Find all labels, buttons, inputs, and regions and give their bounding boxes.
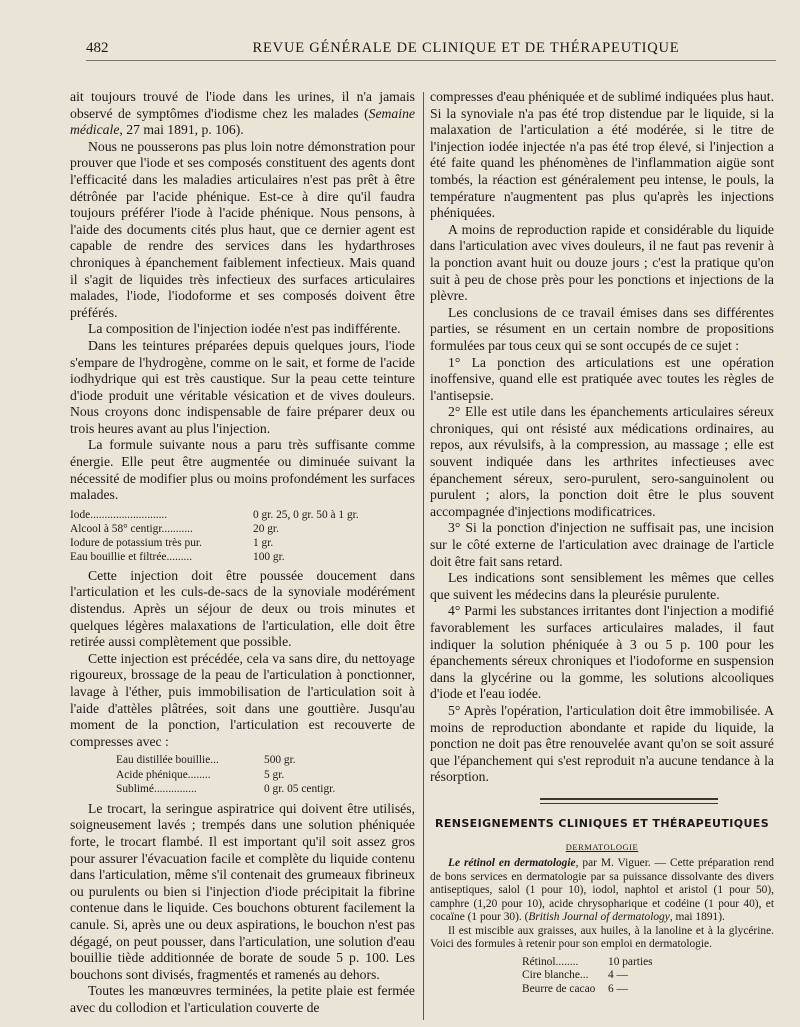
running-head: REVUE GÉNÉRALE DE CLINIQUE ET DE THÉRAPEUTIQUE	[252, 40, 680, 56]
retinol-formula	[522, 956, 774, 997]
left-column	[70, 89, 415, 1017]
paragraph: ait toujours trouvé de l'iode dans les urines, il n'a jamais observé de symptômes d'iodisme chez les malades (Semaine médicale, 27 mai 1891, p. 106).	[70, 89, 415, 138]
paragraph: Cette injection est précédée, cela va sans dire, du nettoyage rigoureux, brossage de la peau de l'articulation à ponctionner, lavage à l'éther, puis immobilisation de l'articulation soit à l'aide d'attèles plâtrées, soit dans une gouttière. Jusqu'au moment de la ponction, l'articulation est recouverte de compresses avec :	[70, 650, 415, 749]
paragraph: A moins de reproduction rapide et considérable du liquide dans l'articulation avec vives douleurs, il ne faut pas revenir à la ponction avant huit ou douze jours ; c'est la pratique qu'on suit à peu de chose près pour les ponctions et injections de la plèvre.	[430, 221, 774, 304]
article-title: Le rétinol en dermatologie	[448, 857, 576, 870]
section-rule	[540, 798, 718, 804]
compress-formula	[116, 753, 415, 797]
column-divider	[423, 92, 424, 1020]
formula-row: Iode........................... 0 gr. 25, 0 gr. 50 à 1 gr.	[70, 508, 359, 521]
paragraph: Toutes les manœuvres terminées, la petite plaie est fermée avec du collodion et l'articulation couverte de	[70, 983, 415, 1015]
paragraph: 5° Après l'opération, l'articulation doit être immobilisée. A moins de reproduction abondante et rapide du liquide, la ponction ne doit pas être renouvelée avant qu'on se soit assuré que l'épanchement qui s'est reproduit n'a aucune tendance à la résorption.	[430, 702, 774, 785]
paragraph: La composition de l'injection iodée n'est pas indifférente.	[88, 321, 401, 337]
paragraph: Les conclusions de ce travail émises dans ses différentes parties, se résument en un certain nombre de propositions formulées par tous ceux qui se sont occupés de ce sujet :	[430, 304, 774, 353]
citation: British Journal of dermatology	[528, 911, 670, 924]
formula-row: Acide phénique........ 5 gr.	[116, 768, 285, 781]
formula-row: Cire blanche... 4 —	[522, 969, 628, 982]
paragraph: Les indications sont sensiblement les mêmes que celles que suivent les médecins dans la pleurésie purulente.	[430, 570, 774, 602]
section-title: RENSEIGNEMENTS CLINIQUES ET THÉRAPEUTIQUES	[434, 816, 770, 830]
paragraph: 1° La ponction des articulations est une opération inoffensive, quand elle est pratiquée avec toutes les règles de l'antisepsie.	[430, 354, 774, 403]
subsection-heading: DERMATOLOGIE	[565, 841, 639, 852]
formula-row: Sublimé............... 0 gr. 05 centigr.	[116, 783, 336, 796]
paragraph: compresses d'eau phéniquée et de sublimé indiquées plus haut. Si la synoviale n'a pas été trop distendue par le liquide, si la malaxation de l'articulation a été modérée, si le titre de l'injection iodée injectée n'a pas été trop élevé, si l'injection a été faite quand les phénomènes de l'inflammation aigüe sont tombés, la réaction est généralement peu intense, le pouls, la température n'augmentent pas plus qu'après les injections phéniquées.	[430, 89, 774, 221]
paragraph: La formule suivante nous a paru très suffisante comme énergie. Elle peut être augmentée ou diminuée suivant la nécessité de modifier plus ou moins profondément les surfaces malades.	[70, 437, 415, 503]
page-header	[86, 36, 776, 61]
article	[430, 857, 774, 996]
paragraph: 4° Parmi les substances irritantes dont l'injection a modifié favorablement les surfaces articulaires malades, il faut indiquer la solution phéniquée à 3 ou 5 p. 100 pour les épanchements séreux chroniques et l'iodoforme en suspension dans la glycérine ou la gomme, les solutions alcooliques d'iode et l'eau iodée.	[430, 603, 774, 702]
article-paragraph: Il est miscible aux graisses, aux huiles, à la lanoline et à la glycérine. Voici des formules à retenir pour son emploi en dermatologie.	[430, 924, 774, 951]
paragraph: Nous ne pousserons pas plus loin notre démonstration pour prouver que l'iode et ses composés constituent des agents dont l'efficacité dans les maladies articulaires n'est pas prêt à être détrônée par l'acide phénique. Est-ce à dire qu'il faudra toujours préférer l'iode à l'acide phénique. Nous pensons, à l'aide des documents cités plus haut, que ce dernier agent est capable de rendre des services dans les hydarthroses chroniques à épanchement faiblement infectieux. Mais quand il s'agit de liquides très infectieux des surfaces articulaires malades, l'iode, l'iodoforme et ses composés doivent être préférés.	[70, 138, 415, 320]
paragraph: Dans les teintures préparées depuis quelques jours, l'iode s'empare de l'hydrogène, comme on le sait, et forme de l'acide iodhydrique qui est très caustique. Sur la peau cette teinture d'iode produit une véritable vésication et de vives douleurs. Nous croyons donc indispensable de faire préparer deux ou trois heures avant au plus l'injection.	[70, 337, 415, 436]
iodine-injection-formula	[70, 508, 415, 564]
paragraph: 2° Elle est utile dans les épanchements articulaires séreux chroniques, qui ont résisté aux médications ordinaires, au repos, aux révulsifs, à la compression, au massage ; elle est souvent indiquée dans les arthrites infectieuses avec épanchement séreux, sero-purulent, sero-sanguinolent ou purulent ; alors, la ponction doit être le plus souvent accompagnée d'injections modificatrices.	[430, 404, 774, 519]
paragraph: Le trocart, la seringue aspiratrice qui doivent être utilisés, soigneusement lavés ; trempés dans une solution phéniquée forte, le trocart flambé. Il est important qu'il soit assez gros pour assurer l'évacuation facile et complète du liquide contenu dans l'articulation, même s'il contenait des grumeaux fibrineux ou purulents ou bien si l'injection d'iode précipitait la fibrine contenue dans le liquide. Ces bouchons obturent facilement la canule. Si, après une ou deux aspirations, le bouchon n'est pas dégagé, on peut pousser, dans l'articulation, une solution d'eau bouillie tiède additionnée de borate de soude 5 p. 100. Les bouchons sont divisés, fragmentés et ramenés au dehors.	[70, 800, 415, 982]
formula-row: Iodure de potassium très pur. 1 gr.	[70, 536, 274, 549]
formula-row: Alcool à 58° centigr........... 20 gr.	[70, 522, 279, 535]
formula-row: Beurre de cacao 6 —	[522, 982, 628, 995]
formula-row: Rétinol........ 10 parties	[522, 955, 653, 968]
formula-row: Eau bouillie et filtrée......... 100 gr.	[70, 550, 285, 563]
paragraph: 3° Si la ponction d'injection ne suffisait pas, une incision sur le côté externe de l'articulation avec drainage de l'article doit être fait sans retard.	[430, 520, 774, 569]
formula-row: Eau distillée bouillie... 500 gr.	[116, 754, 296, 767]
paragraph: Cette injection doit être poussée doucement dans l'articulation et les culs-de-sacs de la synoviale modérément distendus. Après un séjour de deux ou trois minutes et quelques légères malaxations de l'articulation, elle doit être retirée aussi complètement que possible.	[70, 567, 415, 650]
article-paragraph: Le rétinol en dermatologie, par M. Viguer. — Cette préparation rend de bons services en dermatologie par sa puissance dissolvante des divers antiseptiques, salol (1 pour 10), iodol, naphtol et aristol (1 pour 50), camphre (1,20 pour 10), acide chrysopharique et codéine (1 pour 40), et cocaïne (1 pour 30). (British Journal of dermatology, mai 1891).	[430, 857, 774, 924]
page-number: 482	[86, 40, 109, 56]
citation: Semaine médicale	[70, 105, 415, 138]
right-column	[430, 89, 774, 996]
